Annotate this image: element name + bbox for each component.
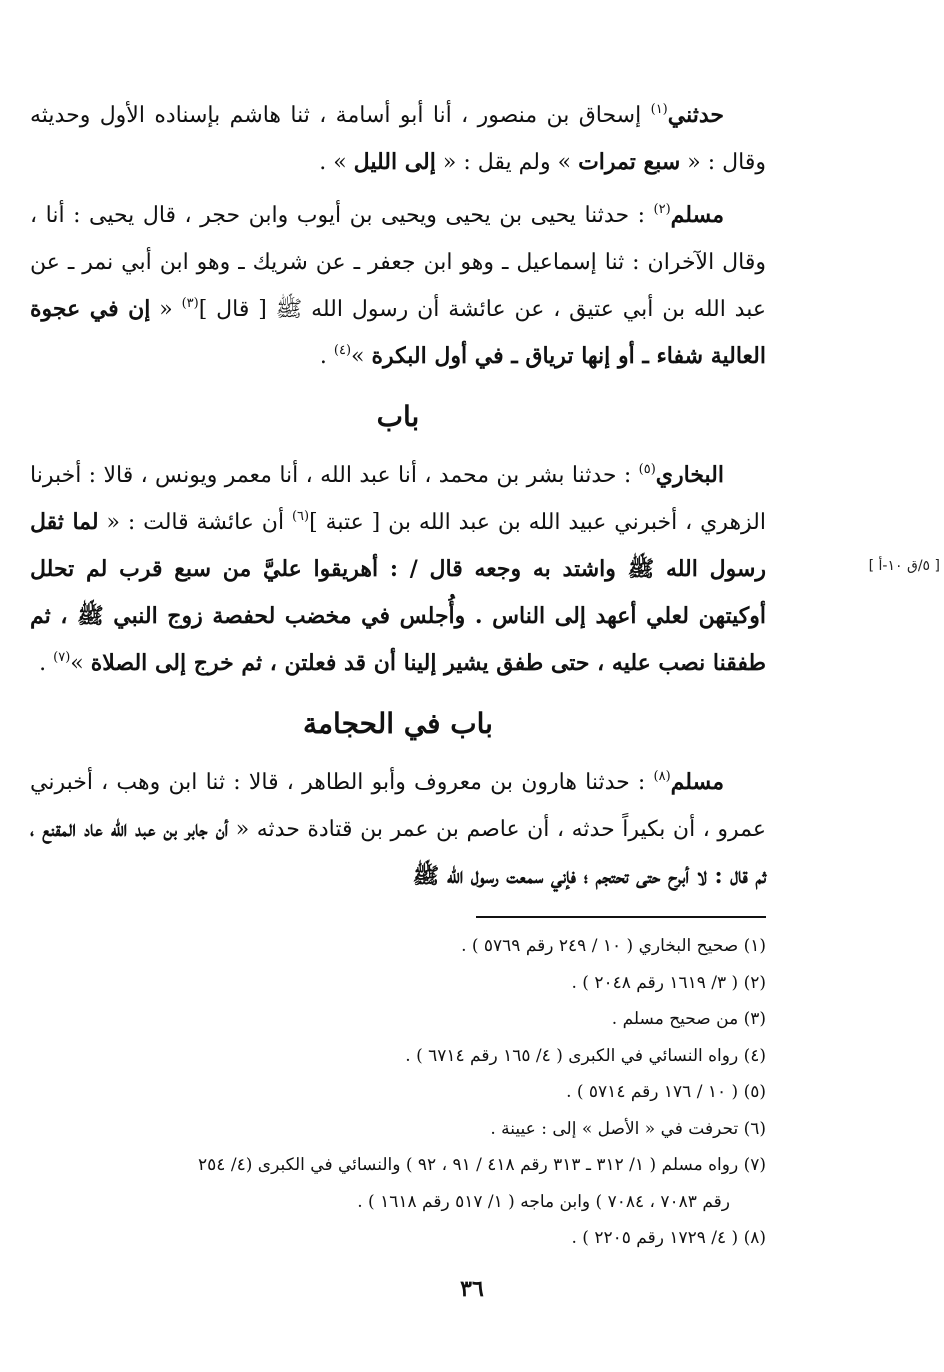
footnote: (٥) ( ١٠ / ١٧٦ رقم ٥٧١٤ ) .	[566, 1082, 766, 1102]
paragraph-lead: حدثني	[667, 102, 724, 128]
footnote-ref[interactable]: (٦)	[291, 509, 310, 524]
paragraph-lead: البخاري	[655, 462, 724, 488]
section-heading: باب	[376, 400, 420, 433]
footnote-ref[interactable]: (٨)	[653, 769, 671, 784]
paragraph-text: »	[351, 344, 372, 369]
footnote-ref[interactable]: (٤)	[333, 343, 352, 358]
footnote: (١) صحيح البخاري ( ١٠ / ٢٤٩ رقم ٥٧٦٩ ) .	[461, 936, 766, 956]
paragraph-text: : حدثنا هارون بن معروف وأبو الطاهر ، قالا : ثنا ابن وهب ، أخبرني عمرو ، أن بكيراً حدثه ، أن عاصم بن عمر بن قتادة حدثه «	[30, 770, 766, 842]
paragraph-lead: مسلم	[670, 202, 724, 228]
paragraph-text: .	[39, 651, 54, 676]
footnote: (٢) ( ٣/ ١٦١٩ رقم ٢٠٤٨ ) .	[571, 972, 766, 993]
footnote-divider	[476, 916, 766, 918]
paragraph-3	[30, 452, 766, 687]
footnote-ref[interactable]: (١)	[650, 102, 668, 117]
paragraph-1	[30, 92, 766, 186]
footnotes	[30, 928, 766, 1257]
paragraph-text: إسحاق بن منصور ، أنا أبو أسامة ، ثنا هاشم بإسناده الأول وحديثه وقال : «	[30, 103, 766, 175]
paragraph-lead: مسلم	[670, 769, 724, 795]
paragraph-text: «	[150, 297, 182, 322]
footnote-ref[interactable]: (٧)	[53, 650, 71, 665]
footnote: (٤) رواه النسائي في الكبرى ( ٤/ ١٦٥ رقم ٦٧١٤ ) .	[405, 1045, 766, 1066]
manuscript-folio-note: [ ٥/ق ١٠-أ ]	[868, 558, 940, 574]
quoted-text: لما ثقل رسول الله ﷺ واشتد به وجعه قال / : أهريقوا عليَّ من سبع قرب لم تحلل أوكيتهن لعلي أعهد إلى الناس . وأُجلس في مخضب لحفصة زوج النبي ﷺ ، ثم طفقنا نصب عليه ، حتى طفق يشير إلينا أن قد فعلتن ، ثم خرج إلى الصلاة	[30, 509, 766, 676]
paragraph-text: : حدثنا يحيى بن يحيى ويحيى بن أيوب وابن حجر ، قال يحيى : أنا ، وقال الآخران : ثنا إسماعيل ـ وهو ابن جعفر ـ عن شريك ـ وهو ابن أبي نمر ـ عن عبد الله بن أبي عتيق ، عن عائشة أن رسول الله ﷺ [ قال ]	[30, 203, 766, 322]
paragraph-text: .	[319, 344, 334, 369]
main-text	[30, 92, 766, 906]
footnote-ref[interactable]: (٢)	[653, 202, 671, 217]
quoted-text: إلى الليل	[353, 149, 436, 175]
footnote: (٧) رواه مسلم ( ١/ ٣١٢ ـ ٣١٣ رقم ٤١٨ / ٩١ ، ٩٢ ) والنسائي في الكبرى (٤/ ٢٥٤	[198, 1155, 766, 1175]
section-heading: باب في الحجامة	[303, 707, 493, 740]
paragraph-text: » ولم يقل : «	[435, 150, 579, 175]
page-number: ٣٦	[460, 1276, 484, 1302]
paragraph-text: » .	[319, 150, 354, 175]
footnote-ref[interactable]: (٣)	[181, 296, 199, 311]
paragraph-text: : حدثنا بشر بن محمد ، أنا عبد الله ، أنا معمر ويونس ، قالا : أخبرنا الزهري ، أخبرني عبيد الله بن عبد الله بن [ عتبة ]	[30, 463, 767, 535]
paragraph-text: أن عائشة قالت : «	[98, 510, 292, 535]
footnote: (٨) ( ٤/ ١٧٢٩ رقم ٢٢٠٥ ) .	[571, 1228, 766, 1248]
footnote-ref[interactable]: (٥)	[638, 462, 656, 477]
footnote-continuation: رقم ٧٠٨٣ ، ٧٠٨٤ ) وابن ماجه ( ١/ ٥١٧ رقم ١٦١٨ ) .	[357, 1191, 730, 1212]
quoted-text: أن جابر بن عبد الله عاد المقنع ، ثم قال : لا أبرح حتى تحتجم ؛ فإني سمعت رسول الله ﷺ	[30, 816, 766, 889]
quoted-text: إن في عجوة العالية شفاء ـ أو إنها ترياق ـ في أول البكرة	[30, 296, 766, 369]
paragraph-text: »	[70, 651, 91, 676]
footnote: (٣) من صحيح مسلم .	[611, 1009, 766, 1029]
quoted-text: سبع تمرات	[578, 149, 681, 175]
footnote: (٦) تحرفت في « الأصل » إلى : عيينة .	[490, 1118, 766, 1139]
paragraph-2	[30, 192, 766, 380]
paragraph-4	[30, 759, 766, 900]
